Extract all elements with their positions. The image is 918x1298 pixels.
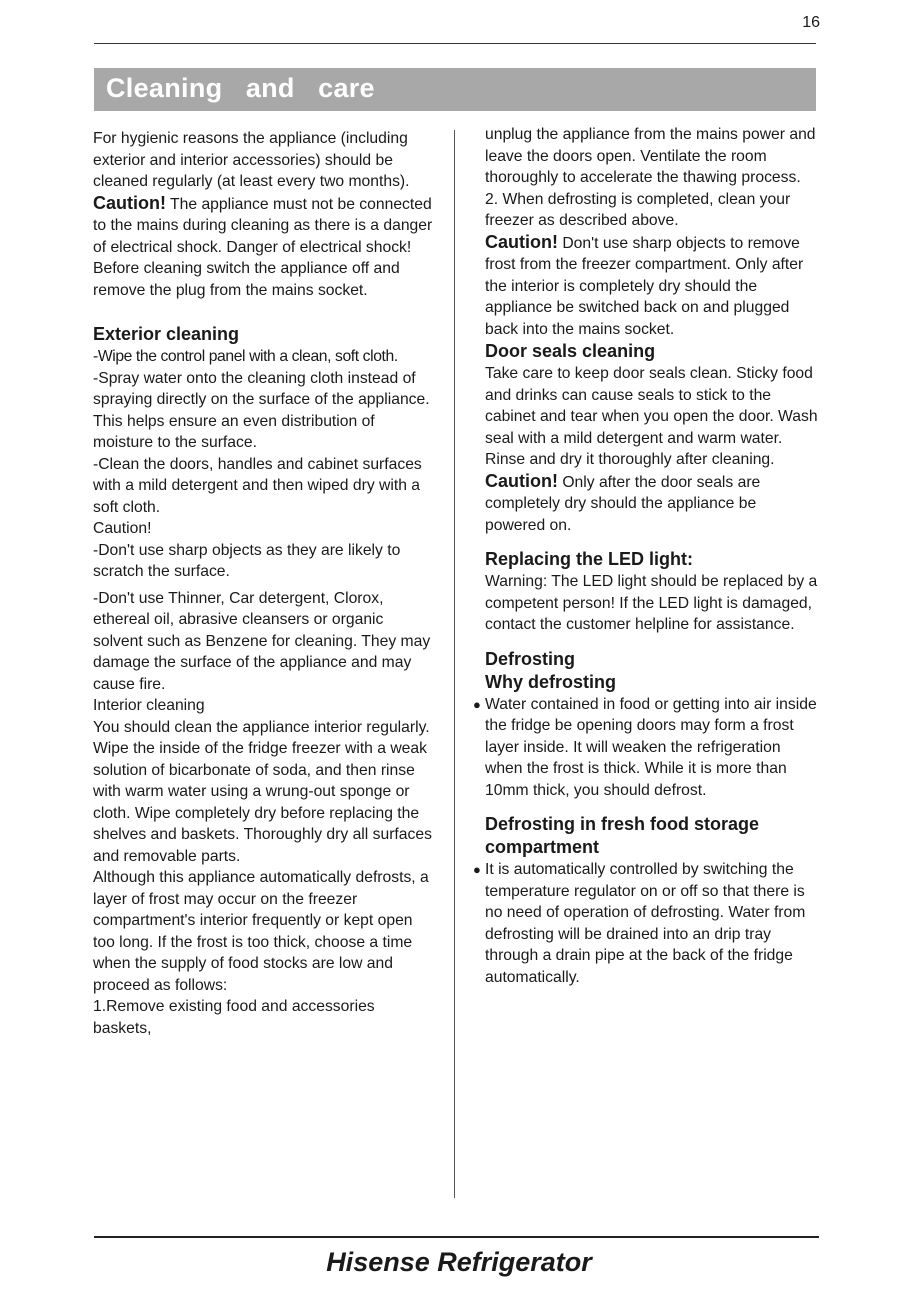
- caution-label: Caution!: [485, 470, 558, 491]
- caution-text: Don't use sharp objects to remove frost from the freezer compartment. Only after the interior is completely dry should the appliance be switched back on and plugged back into the mains socket.: [485, 234, 804, 338]
- exterior-caution: Caution!: [93, 520, 152, 537]
- why-defrosting-heading: Why defrosting: [485, 671, 616, 692]
- exterior-step: -Clean the doors, handles and cabinet surfaces with a mild detergent and then wiped dry with a soft cloth.: [93, 455, 422, 516]
- exterior-step: -Don't use Thinner, Car detergent, Clorox, ethereal oil, abrasive cleansers or organic solvent such as Benzene for cleaning. They may damage the surface of the appliance and may cause fire.: [93, 589, 431, 693]
- column-divider: [454, 130, 455, 1198]
- caution-paragraph: [485, 471, 820, 537]
- bullet-icon: ●: [473, 696, 481, 712]
- exterior-step: -Wipe the control panel with a clean, soft cloth.: [93, 348, 398, 365]
- led-text: Warning: The LED light should be replaced by a competent person! If the LED light is damaged, contact the customer helpline for assistance.: [485, 573, 818, 633]
- defrosting-heading: Defrosting: [485, 648, 575, 669]
- caution-label: Caution!: [485, 231, 558, 252]
- caution-text: Only after the door seals are completely dry should the appliance be powered on.: [485, 473, 761, 534]
- door-seals-heading: Door seals cleaning: [485, 341, 656, 361]
- defrost-step-continued: unplug the appliance from the mains power and leave the doors open. Ventilate the room thoroughly to accelerate the thawing process.: [485, 126, 816, 186]
- door-seals-text: Take care to keep door seals clean. Sticky food and drinks can cause seals to stick to the cabinet and tear when you open the door. Wash seal with a mild detergent and warm water. Rinse and dry it thoroughly after cleaning.: [485, 365, 818, 468]
- fresh-food-defrosting-text: It is automatically controlled by switching the temperature regulator on or off so that there is no need of operation of defrosting. Water from defrosting will be drained into an drip tray through a drain pipe at the back of the fridge automatically.: [485, 861, 806, 986]
- left-column: [93, 128, 435, 1039]
- interior-step: 1.Remove existing food and accessories baskets,: [93, 998, 375, 1037]
- interior-cleaning-heading: Interior cleaning: [93, 697, 205, 714]
- top-rule: [94, 43, 816, 44]
- why-defrosting-item: [473, 694, 820, 802]
- exterior-step: -Don't use sharp objects as they are likely to scratch the surface.: [93, 541, 401, 580]
- interior-paragraph: You should clean the appliance interior regularly. Wipe the inside of the fridge freezer with a weak solution of bicarbonate of soda, and then rinse with warm water using a wrung-out sponge or cloth. Wipe completely dry before replacing the shelves and baskets. Thoroughly dry all surfaces and removable parts.: [93, 718, 432, 865]
- bottom-rule: [94, 1236, 819, 1238]
- led-heading: Replacing the LED light:: [485, 549, 694, 569]
- section-title: Cleaning and care: [94, 68, 816, 111]
- brand-footer: Hisense Refrigerator: [326, 1247, 592, 1277]
- exterior-cleaning-heading: Exterior cleaning: [93, 324, 240, 344]
- why-defrosting-text: Water contained in food or getting into air inside the fridge be opening doors may form a frost layer inside. It will weaken the refrigeration when the frost is thick. While it is more than 10mm thick, you should defrost.: [485, 695, 817, 799]
- defrost-step: 2. When defrosting is completed, clean your freezer as described above.: [485, 190, 791, 229]
- page-number: 16: [802, 14, 820, 31]
- fresh-food-defrosting-item: [473, 859, 820, 988]
- interior-paragraph: Although this appliance automatically defrosts, a layer of frost may occur on the freezer compartment's interior frequently or kept open too long. If the frost is too thick, choose a time when the supply of food stocks are low and proceed as follows:: [93, 869, 429, 994]
- caution-paragraph: [485, 232, 820, 341]
- caution-label: Caution!: [93, 192, 166, 213]
- exterior-step: -Spray water onto the cleaning cloth instead of spraying directly on the surface of the appliance. This helps ensure an even distribution of moisture to the surface.: [93, 369, 430, 451]
- fresh-food-defrosting-heading: Defrosting in fresh food storage compartment: [485, 814, 760, 857]
- right-column: [473, 124, 820, 988]
- intro-paragraph: For hygienic reasons the appliance (including exterior and interior accessories) should be cleaned regularly (at least every two months).: [93, 130, 410, 190]
- caution-paragraph: [93, 193, 435, 302]
- bullet-icon: ●: [473, 862, 481, 877]
- caution-text: The appliance must not be connected to the mains during cleaning as there is a danger of electrical shock. Danger of electrical shock! Before cleaning switch the appliance off and remove the plug from the mains socket.: [93, 195, 433, 299]
